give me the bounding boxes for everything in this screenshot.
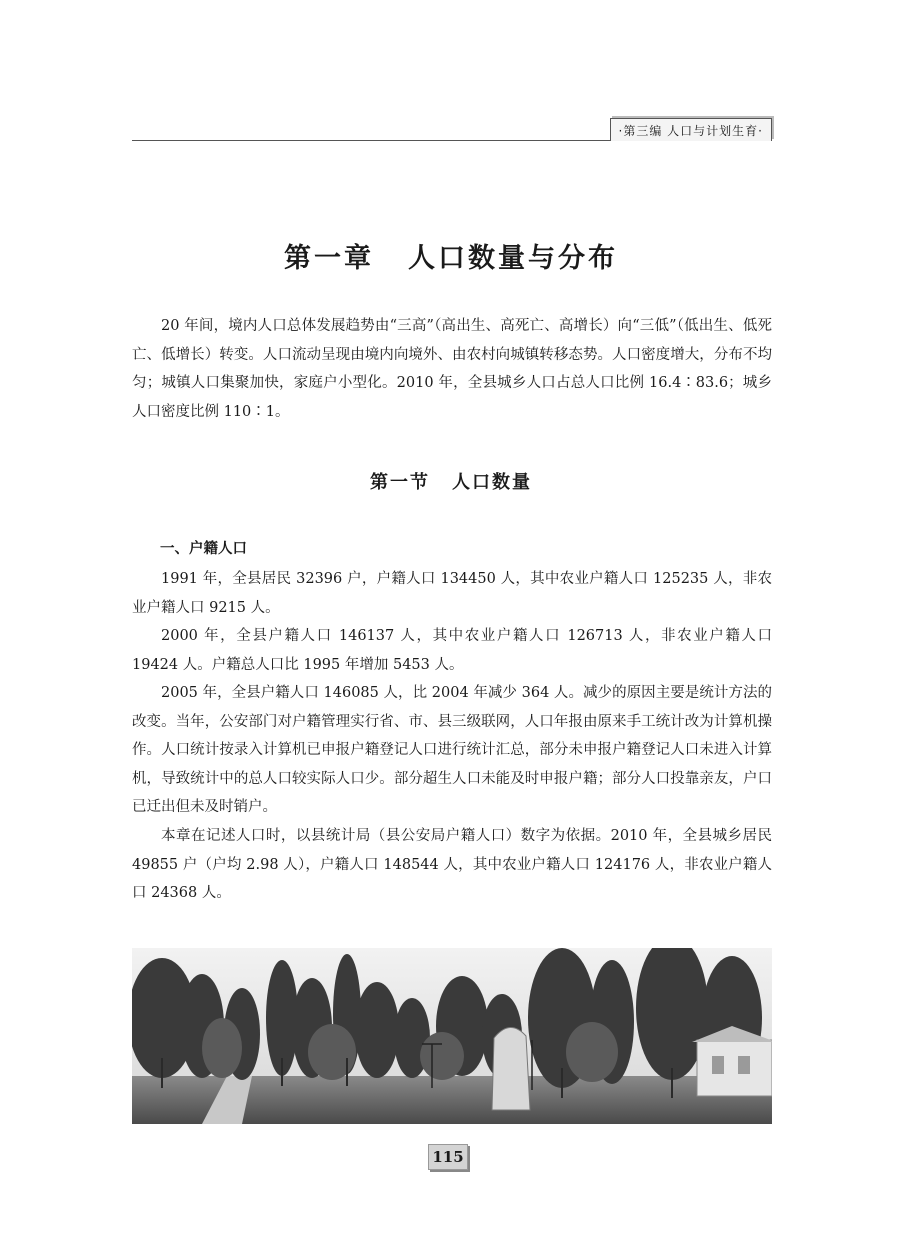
chapter-title (0, 236, 902, 275)
running-header (610, 118, 772, 141)
subsection-heading: 一、户籍人口 (160, 541, 247, 557)
paragraph-1991: 1991 年，全县居民 32396 户，户籍人口 134450 人，其中农业户籍人口 125235 人，非农业户籍人口 9215 人。 (132, 571, 772, 616)
section-number: 第一节 (370, 472, 430, 493)
paragraph-2010: 本章在记述人口时，以县统计局（县公安局户籍人口）数字为依据。2010 年，全县城乡居民 49855 户（户均 2.98 人），户籍人口 148544 人，其中农业户籍人口 124176 人，非农业户籍人口 24368 人。 (132, 828, 772, 901)
page-number: 115 (428, 1144, 468, 1170)
paragraph-2000: 2000 年，全县户籍人口 146137 人，其中农业户籍人口 126713 人，非农业户籍人口 19424 人。户籍总人口比 1995 年增加 5453 人。 (132, 628, 772, 673)
paragraph-2005: 2005 年，全县户籍人口 146085 人，比 2004 年减少 364 人。减少的原因主要是统计方法的改变。当年，公安部门对户籍管理实行省、市、县三级联网，人口年报由原来手工统计改为计算机操作。人口统计按录入计算机已申报户籍登记人口进行统计汇总，部分未申报户籍登记人口未进入计算机，导致统计中的总人口较实际人口少。部分超生人口未能及时申报户籍；部分人口投靠亲友，户口已迁出但未及时销户。 (132, 685, 772, 815)
running-header-text: ·第三编 人口与计划生育· (618, 123, 763, 138)
section-name: 人口数量 (452, 472, 532, 493)
park-panorama-illustration (132, 948, 772, 1124)
chapter-intro: 20 年间，境内人口总体发展趋势由“三高”（高出生、高死亡、高增长）向“三低”（低出生、低死亡、低增长）转变。人口流动呈现由境内向境外、由农村向城镇转移态势。人口密度增大，分布不均匀；城镇人口集聚加快，家庭户小型化。2010 年，全县城乡人口占总人口比例 16.4∶83.6；城乡人口密度比例 110∶1。 (132, 318, 772, 420)
chapter-name: 人口数量与分布 (408, 243, 618, 274)
chapter-number: 第一章 (284, 243, 374, 274)
section-title (0, 468, 902, 494)
park-panorama-photo (132, 948, 772, 1124)
